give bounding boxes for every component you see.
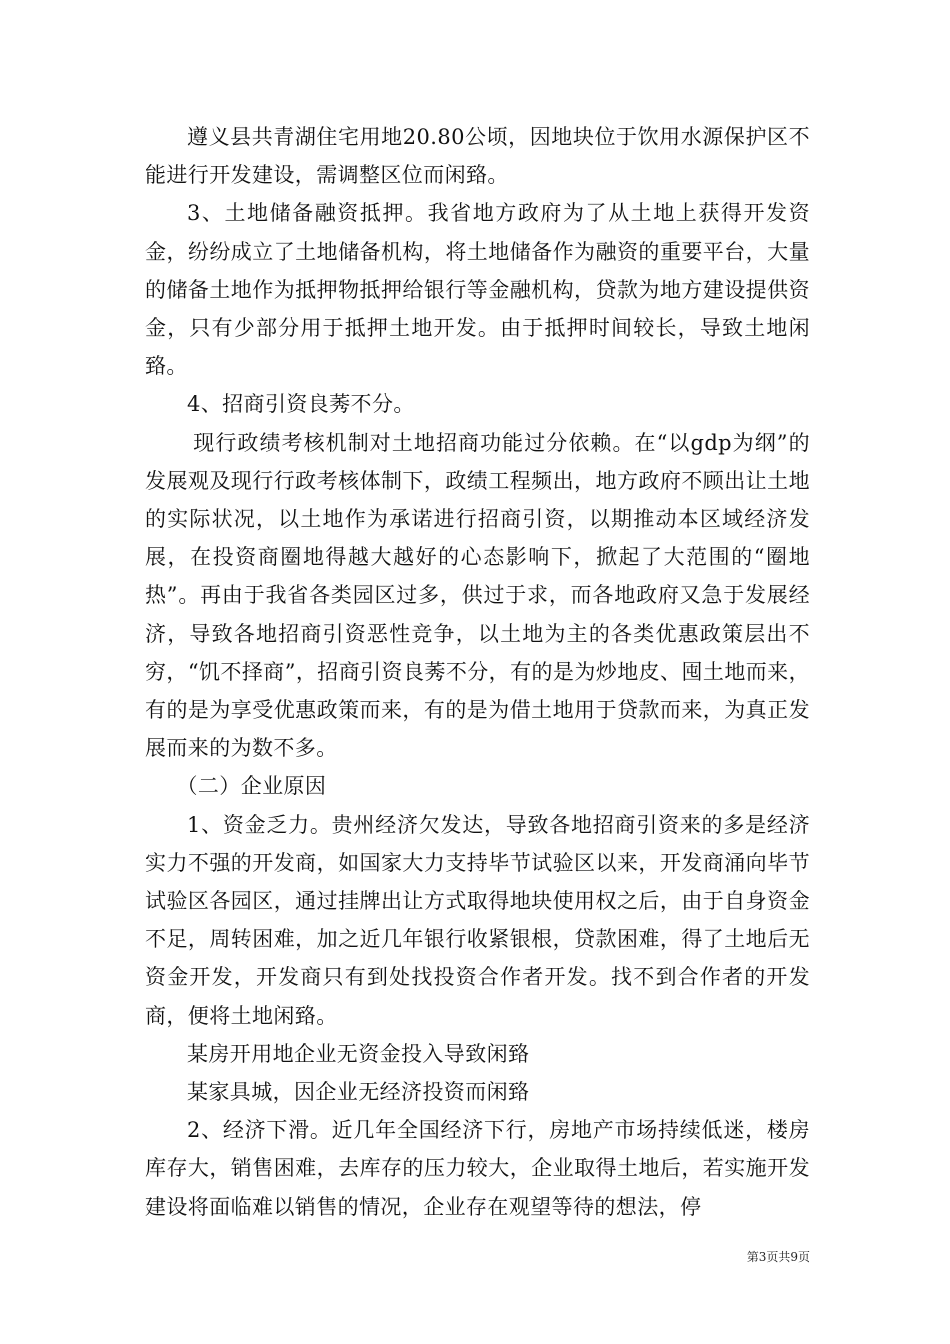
paragraph-economic-decline: 2、经济下滑。近几年全国经济下行，房地产市场持续低迷，楼房库存大，销售困难，去库存的压力较大，企业取得土地后，若实施开发建设将面临难以销售的情况，企业存在观望等待的想法，停 [145, 1118, 810, 1219]
section-heading-enterprise-reasons: （二）企业原因 [176, 774, 327, 799]
paragraph-investment-heading: 4、招商引资良莠不分。 [187, 392, 415, 417]
paragraph-land-reserve-mortgage: 3、土地储备融资抵押。我省地方政府为了从土地上获得开发资金，纷纷成立了土地储备机构，将土地储备作为融资的重要平台，大量的储备土地作为抵押物抵押给银行等金融机构，贷款为地方建设提供资金，只有少部分用于抵押土地开发。由于抵押时间较长，导致土地闲臵。 [145, 201, 810, 379]
paragraph-zunyi-land: 遵义县共青湖住宅用地20.80公顷，因地块位于饮用水源保护区不能进行开发建设，需调整区位而闲臵。 [145, 125, 810, 188]
paragraph-example-real-estate: 某房开用地企业无资金投入导致闲臵 [187, 1041, 530, 1066]
paragraph-lack-of-funds: 1、资金乏力。贵州经济欠发达，导致各地招商引资来的多是经济实力不强的开发商，如国家大力支持毕节试验区以来，开发商涌向毕节试验区各园区，通过挂牌出让方式取得地块使用权之后，由于自身资金不足，周转困难，加之近几年银行收紧银根，贷款困难，得了土地后无资金开发，开发商只有到处找投资合作者开发。找不到合作者的开发商，便将土地闲臵。 [145, 812, 810, 1028]
document-body [145, 118, 810, 1226]
page-number-footer: 第3页共9页 [746, 1250, 810, 1264]
paragraph-example-furniture-city: 某家具城，因企业无经济投资而闲臵 [187, 1080, 530, 1105]
paragraph-performance-assessment: 现行政绩考核机制对土地招商功能过分依赖。在“以gdp为纲”的发展观及现行行政考核体制下，政绩工程频出，地方政府不顾出让土地的实际状况，以土地作为承诺进行招商引资，以期推动本区域经济发展，在投资商圈地得越大越好的心态影响下，掀起了大范围的“圈地热”。再由于我省各类园区过多，供过于求，而各地政府又急于发展经济，导致各地招商引资恶性竞争，以土地为主的各类优惠政策层出不穷，“饥不择商”，招商引资良莠不分，有的是为炒地皮、囤土地而来，有的是为享受优惠政策而来，有的是为借土地用于贷款而来，为真正发展而来的为数不多。 [145, 430, 810, 761]
